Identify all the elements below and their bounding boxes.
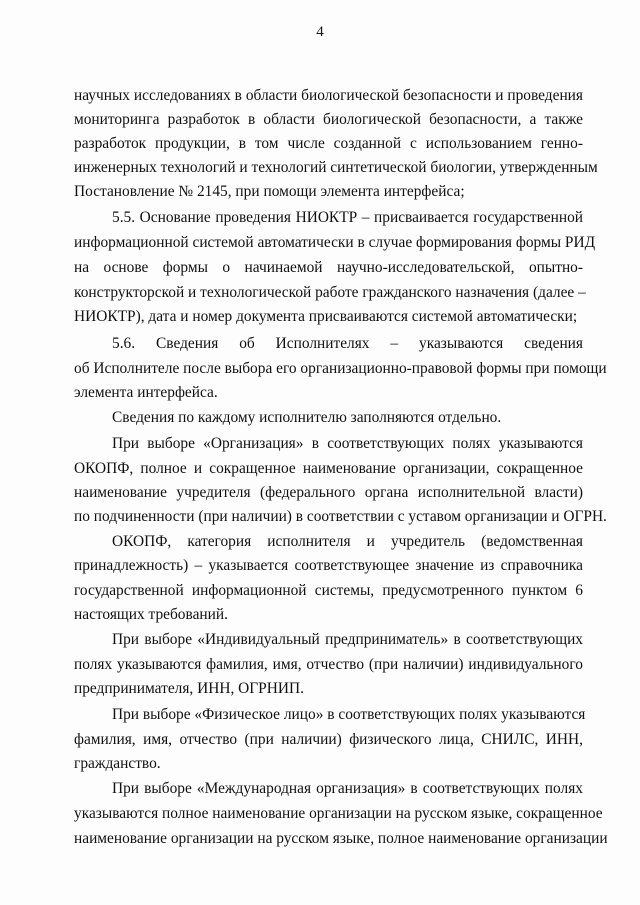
- text-line: При выборе «Индивидуальный предприниматель» в соответствующих: [112, 631, 583, 648]
- text-line: НИОКТР), дата и номер документа присваиваются системой автоматически;: [74, 308, 578, 325]
- text-line: Постановление № 2145, при помощи элемента интерфейса;: [74, 183, 465, 200]
- text-line: мониторинга разработок в области биологической безопасности, а также: [74, 111, 583, 128]
- text-line: конструкторской и технологической работе гражданского назначения (далее –: [74, 284, 586, 301]
- text-line: фамилия, имя, отчество (при наличии) физического лица, СНИЛС, ИНН,: [74, 731, 583, 748]
- text-line: наименование учредителя (федерального органа исполнительной власти): [74, 484, 583, 501]
- text-line: разработок продукции, в том числе созданной с использованием генно-: [74, 135, 583, 152]
- text-line: элемента интерфейса.: [74, 384, 218, 401]
- text-line: научных исследованиях в области биологической безопасности и проведения: [74, 87, 583, 104]
- text-line: полях указываются фамилия, имя, отчество (при наличии) индивидуального: [74, 656, 583, 673]
- text-line: При выборе «Международная организация» в соответствующих полях: [112, 780, 583, 797]
- text-line: на основе формы о начинаемой научно-исследовательской, опытно-: [74, 259, 583, 276]
- text-line: гражданство.: [74, 755, 161, 772]
- text-line: принадлежность) – указывается соответствующее значение из справочника: [74, 557, 583, 574]
- text-line: указываются полное наименование организации на русском языке, сокращенное: [74, 805, 603, 822]
- page-number: 4: [316, 24, 324, 40]
- text-line: ОКОПФ, полное и сокращенное наименование организации, сокращенное: [74, 460, 583, 477]
- text-line: 5.5. Основание проведения НИОКТР – присваивается государственной: [112, 209, 583, 226]
- text-line: об Исполнителе после выбора его организационно-правовой формы при помощи: [74, 360, 607, 377]
- text-line: Сведения по каждому исполнителю заполняются отдельно.: [112, 409, 502, 426]
- text-line: настоящих требований.: [74, 606, 228, 623]
- text-line: инженерных технологий и технологий синтетической биологии, утвержденным: [74, 159, 598, 176]
- text-line: 5.6. Сведения об Исполнителях – указываются сведения: [112, 335, 583, 352]
- text-line: по подчиненности (при наличии) в соответствии с уставом организации и ОГРН.: [74, 508, 607, 525]
- text-line: информационной системой автоматически в случае формирования формы РИД: [74, 234, 596, 251]
- text-line: наименование организации на русском языке, полное наименование организации: [74, 830, 608, 847]
- text-line: государственной информационной системы, предусмотренного пунктом 6: [74, 582, 583, 599]
- text-line: предпринимателя, ИНН, ОГРНИП.: [74, 680, 304, 697]
- text-line: При выборе «Физическое лицо» в соответствующих полях указываются: [112, 706, 586, 723]
- text-line: При выборе «Организация» в соответствующих полях указываются: [112, 435, 583, 452]
- text-line: ОКОПФ, категория исполнителя и учредитель (ведомственная: [112, 533, 583, 550]
